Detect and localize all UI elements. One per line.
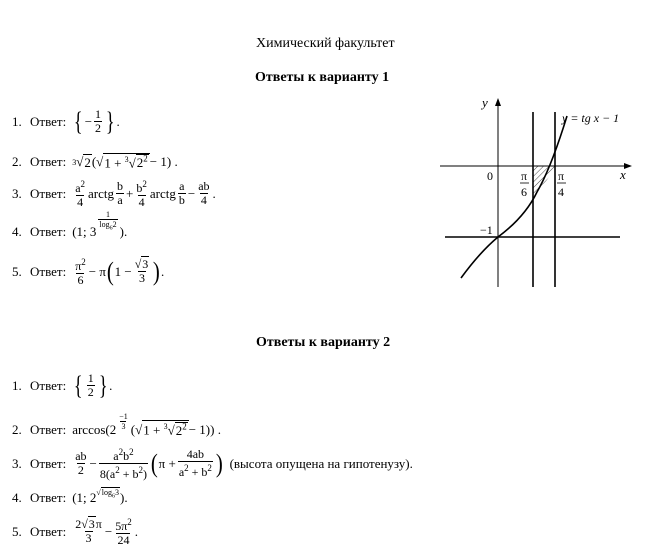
answer-label: Ответ: — [30, 185, 67, 201]
answer-number: 2. — [12, 421, 22, 437]
answer-label: Ответ: — [30, 455, 67, 471]
v1-answer-3 — [12, 178, 216, 209]
answer-number: 4. — [12, 490, 22, 505]
answer-label: Ответ: — [30, 523, 67, 539]
origin-label: 0 — [487, 169, 493, 183]
v2-answer-3 — [12, 446, 413, 481]
answer-formula: { − $\frac{1}{2}$ } . — [74, 106, 120, 136]
v2-answer-1 — [12, 372, 112, 399]
answer-number: 5. — [12, 263, 22, 279]
faculty-title: Химический факультет — [256, 36, 395, 51]
answer-formula: $\frac{\pi^2}{6}$ − π ( 1 − $\frac{√3}{3}$ ) . — [75, 256, 165, 287]
answer-number: 4. — [12, 223, 22, 239]
answer-number: 5. — [12, 523, 22, 539]
answer-formula: (1; 3 $\frac{1}{\log_62}$ ). — [72, 210, 128, 239]
v1-answer-1 — [12, 108, 120, 135]
y-axis-arrow — [495, 98, 501, 106]
v2-answer-4 — [12, 490, 128, 506]
minus-one-label: −1 — [480, 223, 493, 237]
tick-pi4-den: 4 — [558, 185, 564, 199]
answer-label: Ответ: — [30, 263, 67, 279]
v2-answer-2 — [12, 412, 221, 439]
answer-formula: $\frac{2√3\pi}{3}$ − $\frac{5\pi^2}{24}$ . — [75, 517, 139, 547]
tangent-graph — [425, 92, 635, 292]
answer-formula: { $\frac{1}{2}$ } . — [74, 370, 113, 400]
answer-formula: (1; 2 $^{√log_63}$ ). — [72, 488, 128, 505]
answer-number: 1. — [12, 377, 22, 393]
variant1-title: Ответы к варианту 1 — [255, 70, 390, 85]
answer-number: 2. — [12, 154, 22, 170]
answer-label: Ответ: — [30, 377, 67, 393]
tick-pi6-den: 6 — [521, 185, 527, 199]
answer-label: Ответ: — [30, 154, 67, 170]
answer-note: (высота опущена на гипотенузу). — [229, 455, 413, 471]
answer-formula: $\frac{ab}{2}$ − $\frac{a^2b^2}{8(a^2 + b^2)}$ ( π + $\frac{4ab}{a^2 + b^2}$ ) — [75, 447, 223, 481]
v1-answer-2 — [12, 153, 178, 171]
answer-formula: 3 √ 2 (√ $1 + ^3√2^2$ − 1) . — [72, 154, 178, 171]
y-axis-label: y — [482, 95, 488, 110]
v2-answer-5 — [12, 516, 138, 547]
answer-number: 3. — [12, 455, 22, 471]
answer-formula: arccos(2 $\frac{-1}{3}$ (√ $1 + ^3√2^2$ − 1)) . — [72, 412, 221, 438]
answer-number: 3. — [12, 185, 22, 201]
x-axis-label: x — [620, 167, 626, 182]
hatched-area — [533, 166, 555, 196]
answer-label: Ответ: — [30, 421, 67, 437]
answer-label: Ответ: — [30, 113, 67, 129]
tick-pi6-num: π — [521, 169, 528, 183]
answer-label: Ответ: — [30, 223, 67, 239]
variant2-title: Ответы к варианту 2 — [256, 335, 391, 350]
v1-answer-5 — [12, 256, 164, 287]
curve-label: y = tg x − 1 — [562, 111, 620, 125]
answer-label: Ответ: — [30, 490, 67, 505]
tick-pi4-num: π — [558, 169, 565, 183]
curve-tg — [461, 116, 567, 278]
answer-number: 1. — [12, 113, 22, 129]
answer-formula: $\frac{a^2}{4}$ arctg $\frac{b}{a}$ + $\frac{b^2}{4}$ arctg $\frac{a}{b}$ − $\frac{ab}{4}$ . — [75, 179, 216, 209]
v1-answer-4 — [12, 210, 128, 244]
